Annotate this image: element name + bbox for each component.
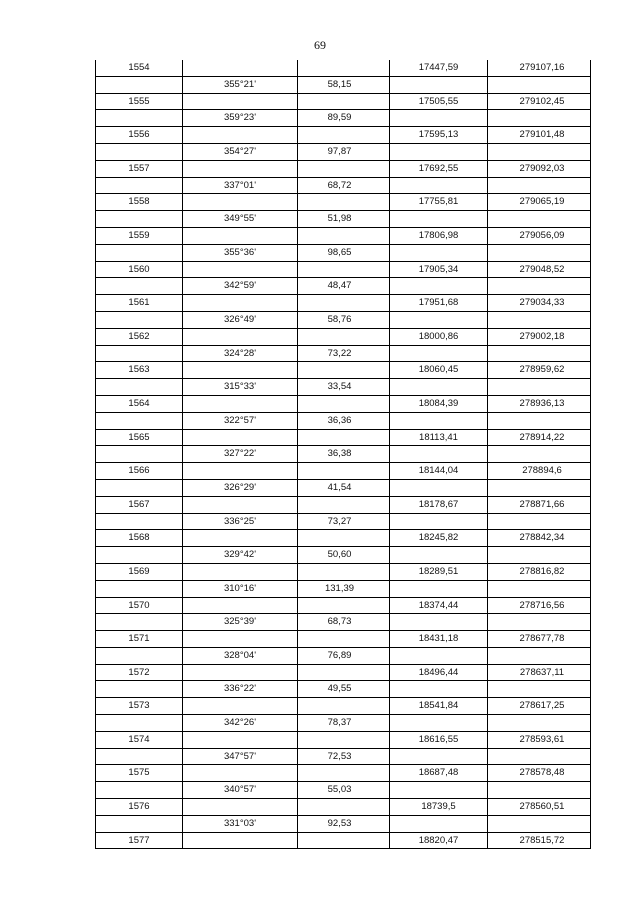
y-coordinate-cell: 278936,13 [488,395,591,412]
point-row [96,664,591,681]
y-coordinate-cell: 278894,6 [488,463,591,480]
empty-x-cell [390,614,488,631]
x-coordinate-cell: 17505,55 [390,93,488,110]
empty-y-cell [488,244,591,261]
empty-point-cell [96,647,183,664]
empty-y-cell [488,715,591,732]
x-coordinate-cell: 18687,48 [390,765,488,782]
line-row [96,412,591,429]
empty-angle-cell [183,60,298,76]
empty-point-cell [96,580,183,597]
empty-angle-cell [183,362,298,379]
empty-angle-cell [183,429,298,446]
y-coordinate-cell: 278617,25 [488,698,591,715]
empty-distance-cell [298,261,390,278]
distance-cell: 36,36 [298,412,390,429]
empty-y-cell [488,177,591,194]
line-row [96,177,591,194]
empty-angle-cell [183,563,298,580]
point-number-cell: 1566 [96,463,183,480]
empty-x-cell [390,244,488,261]
empty-y-cell [488,379,591,396]
x-coordinate-cell: 17595,13 [390,127,488,144]
direction-angle-cell: 340°57' [183,782,298,799]
direction-angle-cell: 324°28' [183,345,298,362]
point-row [96,765,591,782]
empty-y-cell [488,815,591,832]
point-number-cell: 1571 [96,631,183,648]
empty-distance-cell [298,496,390,513]
empty-angle-cell [183,395,298,412]
empty-distance-cell [298,731,390,748]
empty-point-cell [96,412,183,429]
x-coordinate-cell: 18084,39 [390,395,488,412]
empty-angle-cell [183,698,298,715]
empty-y-cell [488,580,591,597]
line-row [96,815,591,832]
empty-distance-cell [298,60,390,76]
line-row [96,748,591,765]
y-coordinate-cell: 278716,56 [488,597,591,614]
direction-angle-cell: 325°39' [183,614,298,631]
y-coordinate-cell: 278959,62 [488,362,591,379]
empty-y-cell [488,479,591,496]
distance-cell: 55,03 [298,782,390,799]
empty-point-cell [96,748,183,765]
point-row [96,362,591,379]
empty-y-cell [488,143,591,160]
point-row [96,160,591,177]
empty-distance-cell [298,93,390,110]
line-row [96,110,591,127]
direction-angle-cell: 342°26' [183,715,298,732]
distance-cell: 50,60 [298,547,390,564]
x-coordinate-cell: 17447,59 [390,60,488,76]
direction-angle-cell: 310°16' [183,580,298,597]
direction-angle-cell: 337°01' [183,177,298,194]
line-row [96,379,591,396]
point-row [96,60,591,76]
line-row [96,513,591,530]
empty-angle-cell [183,295,298,312]
point-row [96,227,591,244]
empty-y-cell [488,278,591,295]
point-number-cell: 1564 [96,395,183,412]
empty-distance-cell [298,227,390,244]
empty-point-cell [96,513,183,530]
distance-cell: 78,37 [298,715,390,732]
point-number-cell: 1560 [96,261,183,278]
y-coordinate-cell: 279056,09 [488,227,591,244]
empty-distance-cell [298,799,390,816]
empty-y-cell [488,681,591,698]
empty-angle-cell [183,227,298,244]
y-coordinate-cell: 279107,16 [488,60,591,76]
point-row [96,429,591,446]
empty-angle-cell [183,664,298,681]
empty-y-cell [488,547,591,564]
distance-cell: 49,55 [298,681,390,698]
line-row [96,782,591,799]
direction-angle-cell: 359°23' [183,110,298,127]
empty-point-cell [96,479,183,496]
direction-angle-cell: 326°49' [183,311,298,328]
x-coordinate-cell: 17755,81 [390,194,488,211]
empty-angle-cell [183,261,298,278]
empty-point-cell [96,211,183,228]
empty-distance-cell [298,194,390,211]
empty-angle-cell [183,597,298,614]
direction-angle-cell: 322°57' [183,412,298,429]
point-row [96,698,591,715]
empty-angle-cell [183,463,298,480]
empty-distance-cell [298,664,390,681]
empty-x-cell [390,748,488,765]
empty-point-cell [96,379,183,396]
line-row [96,647,591,664]
empty-y-cell [488,614,591,631]
y-coordinate-cell: 279101,48 [488,127,591,144]
empty-x-cell [390,278,488,295]
y-coordinate-cell: 278593,61 [488,731,591,748]
point-number-cell: 1555 [96,93,183,110]
distance-cell: 41,54 [298,479,390,496]
empty-x-cell [390,311,488,328]
empty-x-cell [390,715,488,732]
line-row [96,211,591,228]
y-coordinate-cell: 278677,78 [488,631,591,648]
y-coordinate-cell: 279034,33 [488,295,591,312]
empty-x-cell [390,547,488,564]
direction-angle-cell: 355°36' [183,244,298,261]
y-coordinate-cell: 279048,52 [488,261,591,278]
x-coordinate-cell: 18739,5 [390,799,488,816]
empty-distance-cell [298,765,390,782]
empty-point-cell [96,345,183,362]
direction-angle-cell: 336°22' [183,681,298,698]
point-number-cell: 1559 [96,227,183,244]
point-number-cell: 1569 [96,563,183,580]
page-number: 69 [314,38,326,52]
point-row [96,530,591,547]
coordinates-table-body [96,60,591,849]
empty-distance-cell [298,832,390,849]
empty-x-cell [390,479,488,496]
point-row [96,194,591,211]
point-number-cell: 1570 [96,597,183,614]
empty-distance-cell [298,530,390,547]
empty-x-cell [390,76,488,93]
empty-x-cell [390,143,488,160]
point-number-cell: 1567 [96,496,183,513]
distance-cell: 68,73 [298,614,390,631]
point-row [96,799,591,816]
point-row [96,631,591,648]
empty-angle-cell [183,93,298,110]
point-number-cell: 1574 [96,731,183,748]
x-coordinate-cell: 17905,34 [390,261,488,278]
distance-cell: 68,72 [298,177,390,194]
line-row [96,547,591,564]
y-coordinate-cell: 279092,03 [488,160,591,177]
empty-y-cell [488,211,591,228]
point-number-cell: 1556 [96,127,183,144]
empty-angle-cell [183,194,298,211]
point-number-cell: 1557 [96,160,183,177]
empty-y-cell [488,748,591,765]
line-row [96,278,591,295]
line-row [96,446,591,463]
empty-distance-cell [298,597,390,614]
line-row [96,345,591,362]
empty-distance-cell [298,160,390,177]
distance-cell: 98,65 [298,244,390,261]
line-row [96,580,591,597]
empty-distance-cell [298,631,390,648]
y-coordinate-cell: 278637,11 [488,664,591,681]
direction-angle-cell: 331°03' [183,815,298,832]
empty-distance-cell [298,698,390,715]
x-coordinate-cell: 18496,44 [390,664,488,681]
empty-x-cell [390,782,488,799]
empty-angle-cell [183,765,298,782]
empty-point-cell [96,614,183,631]
point-number-cell: 1575 [96,765,183,782]
y-coordinate-cell: 278578,48 [488,765,591,782]
empty-point-cell [96,715,183,732]
x-coordinate-cell: 18144,04 [390,463,488,480]
empty-y-cell [488,110,591,127]
point-row [96,496,591,513]
distance-cell: 76,89 [298,647,390,664]
y-coordinate-cell: 278560,51 [488,799,591,816]
empty-x-cell [390,446,488,463]
point-row [96,563,591,580]
line-row [96,244,591,261]
empty-angle-cell [183,127,298,144]
line-row [96,614,591,631]
empty-point-cell [96,177,183,194]
point-number-cell: 1577 [96,832,183,849]
empty-x-cell [390,647,488,664]
direction-angle-cell: 354°27' [183,143,298,160]
distance-cell: 58,15 [298,76,390,93]
direction-angle-cell: 349°55' [183,211,298,228]
direction-angle-cell: 355°21' [183,76,298,93]
direction-angle-cell: 336°25' [183,513,298,530]
empty-x-cell [390,412,488,429]
point-number-cell: 1576 [96,799,183,816]
y-coordinate-cell: 278816,82 [488,563,591,580]
x-coordinate-cell: 17692,55 [390,160,488,177]
empty-point-cell [96,143,183,160]
y-coordinate-cell: 278842,34 [488,530,591,547]
empty-x-cell [390,177,488,194]
line-row [96,681,591,698]
empty-distance-cell [298,295,390,312]
y-coordinate-cell: 279065,19 [488,194,591,211]
line-row [96,143,591,160]
empty-point-cell [96,76,183,93]
empty-angle-cell [183,160,298,177]
x-coordinate-cell: 18178,67 [390,496,488,513]
empty-y-cell [488,76,591,93]
distance-cell: 131,39 [298,580,390,597]
point-number-cell: 1572 [96,664,183,681]
empty-x-cell [390,513,488,530]
empty-x-cell [390,379,488,396]
distance-cell: 48,47 [298,278,390,295]
empty-distance-cell [298,362,390,379]
empty-distance-cell [298,328,390,345]
direction-angle-cell: 326°29' [183,479,298,496]
empty-x-cell [390,345,488,362]
empty-distance-cell [298,127,390,144]
point-row [96,731,591,748]
empty-angle-cell [183,530,298,547]
point-row [96,127,591,144]
point-number-cell: 1562 [96,328,183,345]
empty-y-cell [488,412,591,429]
distance-cell: 51,98 [298,211,390,228]
empty-angle-cell [183,496,298,513]
empty-y-cell [488,513,591,530]
distance-cell: 36,38 [298,446,390,463]
empty-point-cell [96,815,183,832]
empty-point-cell [96,110,183,127]
line-row [96,311,591,328]
empty-y-cell [488,311,591,328]
point-row [96,295,591,312]
point-number-cell: 1565 [96,429,183,446]
empty-y-cell [488,647,591,664]
distance-cell: 73,27 [298,513,390,530]
point-row [96,832,591,849]
point-row [96,93,591,110]
empty-point-cell [96,244,183,261]
point-number-cell: 1554 [96,60,183,76]
point-number-cell: 1568 [96,530,183,547]
coordinates-table [95,60,591,849]
empty-point-cell [96,311,183,328]
empty-x-cell [390,211,488,228]
line-row [96,479,591,496]
empty-y-cell [488,782,591,799]
empty-point-cell [96,278,183,295]
y-coordinate-cell: 278871,66 [488,496,591,513]
point-row [96,395,591,412]
x-coordinate-cell: 18431,18 [390,631,488,648]
x-coordinate-cell: 18374,44 [390,597,488,614]
x-coordinate-cell: 17951,68 [390,295,488,312]
distance-cell: 72,53 [298,748,390,765]
distance-cell: 97,87 [298,143,390,160]
distance-cell: 89,59 [298,110,390,127]
y-coordinate-cell: 278515,72 [488,832,591,849]
point-number-cell: 1558 [96,194,183,211]
empty-x-cell [390,580,488,597]
x-coordinate-cell: 18820,47 [390,832,488,849]
empty-x-cell [390,110,488,127]
point-row [96,597,591,614]
distance-cell: 58,76 [298,311,390,328]
direction-angle-cell: 315°33' [183,379,298,396]
x-coordinate-cell: 18541,84 [390,698,488,715]
x-coordinate-cell: 17806,98 [390,227,488,244]
empty-x-cell [390,681,488,698]
x-coordinate-cell: 18113,41 [390,429,488,446]
line-row [96,76,591,93]
empty-x-cell [390,815,488,832]
distance-cell: 92,53 [298,815,390,832]
x-coordinate-cell: 18616,55 [390,731,488,748]
y-coordinate-cell: 278914,22 [488,429,591,446]
empty-distance-cell [298,463,390,480]
empty-point-cell [96,547,183,564]
direction-angle-cell: 347°57' [183,748,298,765]
x-coordinate-cell: 18000,86 [390,328,488,345]
empty-distance-cell [298,563,390,580]
empty-y-cell [488,345,591,362]
direction-angle-cell: 342°59' [183,278,298,295]
empty-point-cell [96,681,183,698]
line-row [96,715,591,732]
empty-angle-cell [183,799,298,816]
distance-cell: 73,22 [298,345,390,362]
y-coordinate-cell: 279002,18 [488,328,591,345]
direction-angle-cell: 328°04' [183,647,298,664]
point-row [96,328,591,345]
point-number-cell: 1561 [96,295,183,312]
point-number-cell: 1563 [96,362,183,379]
empty-distance-cell [298,429,390,446]
x-coordinate-cell: 18289,51 [390,563,488,580]
point-number-cell: 1573 [96,698,183,715]
empty-angle-cell [183,631,298,648]
empty-point-cell [96,782,183,799]
empty-angle-cell [183,731,298,748]
x-coordinate-cell: 18060,45 [390,362,488,379]
empty-y-cell [488,446,591,463]
empty-angle-cell [183,328,298,345]
empty-point-cell [96,446,183,463]
empty-distance-cell [298,395,390,412]
point-row [96,261,591,278]
point-row [96,463,591,480]
y-coordinate-cell: 279102,45 [488,93,591,110]
empty-angle-cell [183,832,298,849]
direction-angle-cell: 327°22' [183,446,298,463]
x-coordinate-cell: 18245,82 [390,530,488,547]
direction-angle-cell: 329°42' [183,547,298,564]
distance-cell: 33,54 [298,379,390,396]
